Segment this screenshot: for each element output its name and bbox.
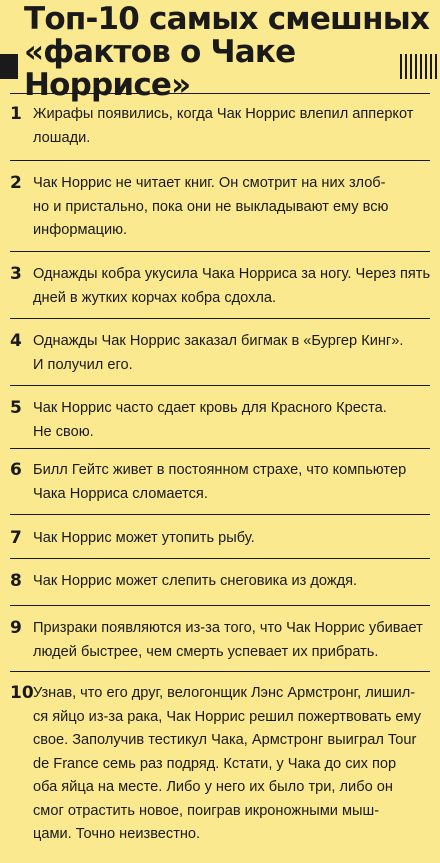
item-number: 4 (10, 331, 22, 351)
header (0, 0, 440, 103)
item-text-line: Чак Норрис часто сдает кровь для Красного Креста. (33, 400, 387, 416)
item-text-line: Призраки появляются из-за того, что Чак Норрис убивает (33, 620, 423, 636)
item-text (33, 682, 421, 847)
item-number: 3 (10, 264, 22, 284)
item-number: 6 (10, 460, 22, 480)
item-number: 2 (10, 173, 22, 193)
item-text-line: Билл Гейтс живет в постоянном страхе, что компьютер (33, 462, 407, 478)
item-text-line: информацию. (33, 222, 128, 238)
item-text (33, 172, 417, 243)
item-number: 5 (10, 398, 22, 418)
item-text (33, 263, 431, 310)
item-number: 8 (10, 571, 22, 591)
item-text-line: de France семь раз подряд. Кстати, у Чака до сих пор (33, 755, 397, 772)
item-text-line: лошади. (33, 129, 91, 146)
item-text-line: Чака Норриса сломается. (33, 485, 208, 502)
decorative-bar (0, 54, 18, 79)
item-text-line: свое. Заполучив тестикул Чака, Армстронг выиграл Tour (33, 732, 417, 748)
item-divider (10, 160, 430, 161)
item-text (33, 617, 423, 664)
item-text-line: Чак Норрис может слепить снеговика из дождя. (33, 573, 358, 589)
item-text (33, 570, 417, 594)
item-text-line: смог отрастить новое, поиграв икроножными мыш- (33, 802, 380, 819)
item-text-line: но и пристально, пока они не выкладывают ему всю (33, 198, 389, 215)
item-text-line: Чак Норрис не читает книг. Он смотрит на них злоб- (33, 175, 386, 191)
item-divider (10, 671, 430, 672)
item-text (33, 103, 417, 150)
decorative-stripes (400, 54, 440, 79)
title-line-1: Топ-10 самых смешных (24, 1, 430, 37)
item-divider (10, 93, 430, 94)
item-text (33, 459, 417, 506)
item-divider (10, 251, 430, 252)
item-text-line: людей быстрее, чем смерть успевает их прибрать. (33, 643, 379, 660)
item-text-line: И получил его. (33, 356, 133, 373)
item-text (33, 527, 417, 551)
item-text (33, 397, 417, 444)
item-text-line: Однажды Чак Норрис заказал бигмак в «Бургер Кинг». (33, 333, 404, 349)
item-divider (10, 318, 430, 319)
item-text-line: дней в жутких корчах кобра сдохла. (33, 289, 277, 306)
item-divider (10, 448, 430, 449)
item-number: 7 (10, 528, 22, 548)
item-number: 10 (10, 683, 34, 703)
item-text (33, 330, 417, 377)
item-divider (10, 514, 430, 515)
item-text-line: Чак Норрис может утопить рыбу. (33, 530, 255, 546)
item-text-line: Не свою. (33, 423, 94, 440)
item-divider (10, 605, 430, 606)
item-number: 9 (10, 618, 22, 638)
item-text-line: оба яйца на месте. Либо у него их было три, либо он (33, 779, 393, 795)
item-text-line: цами. Точно неизвестно. (33, 826, 201, 842)
item-text-line: Узнав, что его друг, велогонщик Лэнс Армстронг, лишил- (33, 685, 416, 701)
item-text-line: Однажды кобра укусила Чака Норриса за ногу. Через пять (33, 266, 431, 282)
item-number: 1 (10, 104, 22, 124)
item-text-line: ся яйцо из-за рака, Чак Норрис решил пожертвовать ему (33, 708, 421, 725)
item-text-line: Жирафы появились, когда Чак Норрис влепил апперкот (33, 106, 414, 122)
title-line-2: «фактов о Чаке Норрисе» (24, 34, 296, 103)
item-divider (10, 385, 430, 386)
page-title (24, 3, 440, 102)
item-divider (10, 558, 430, 559)
